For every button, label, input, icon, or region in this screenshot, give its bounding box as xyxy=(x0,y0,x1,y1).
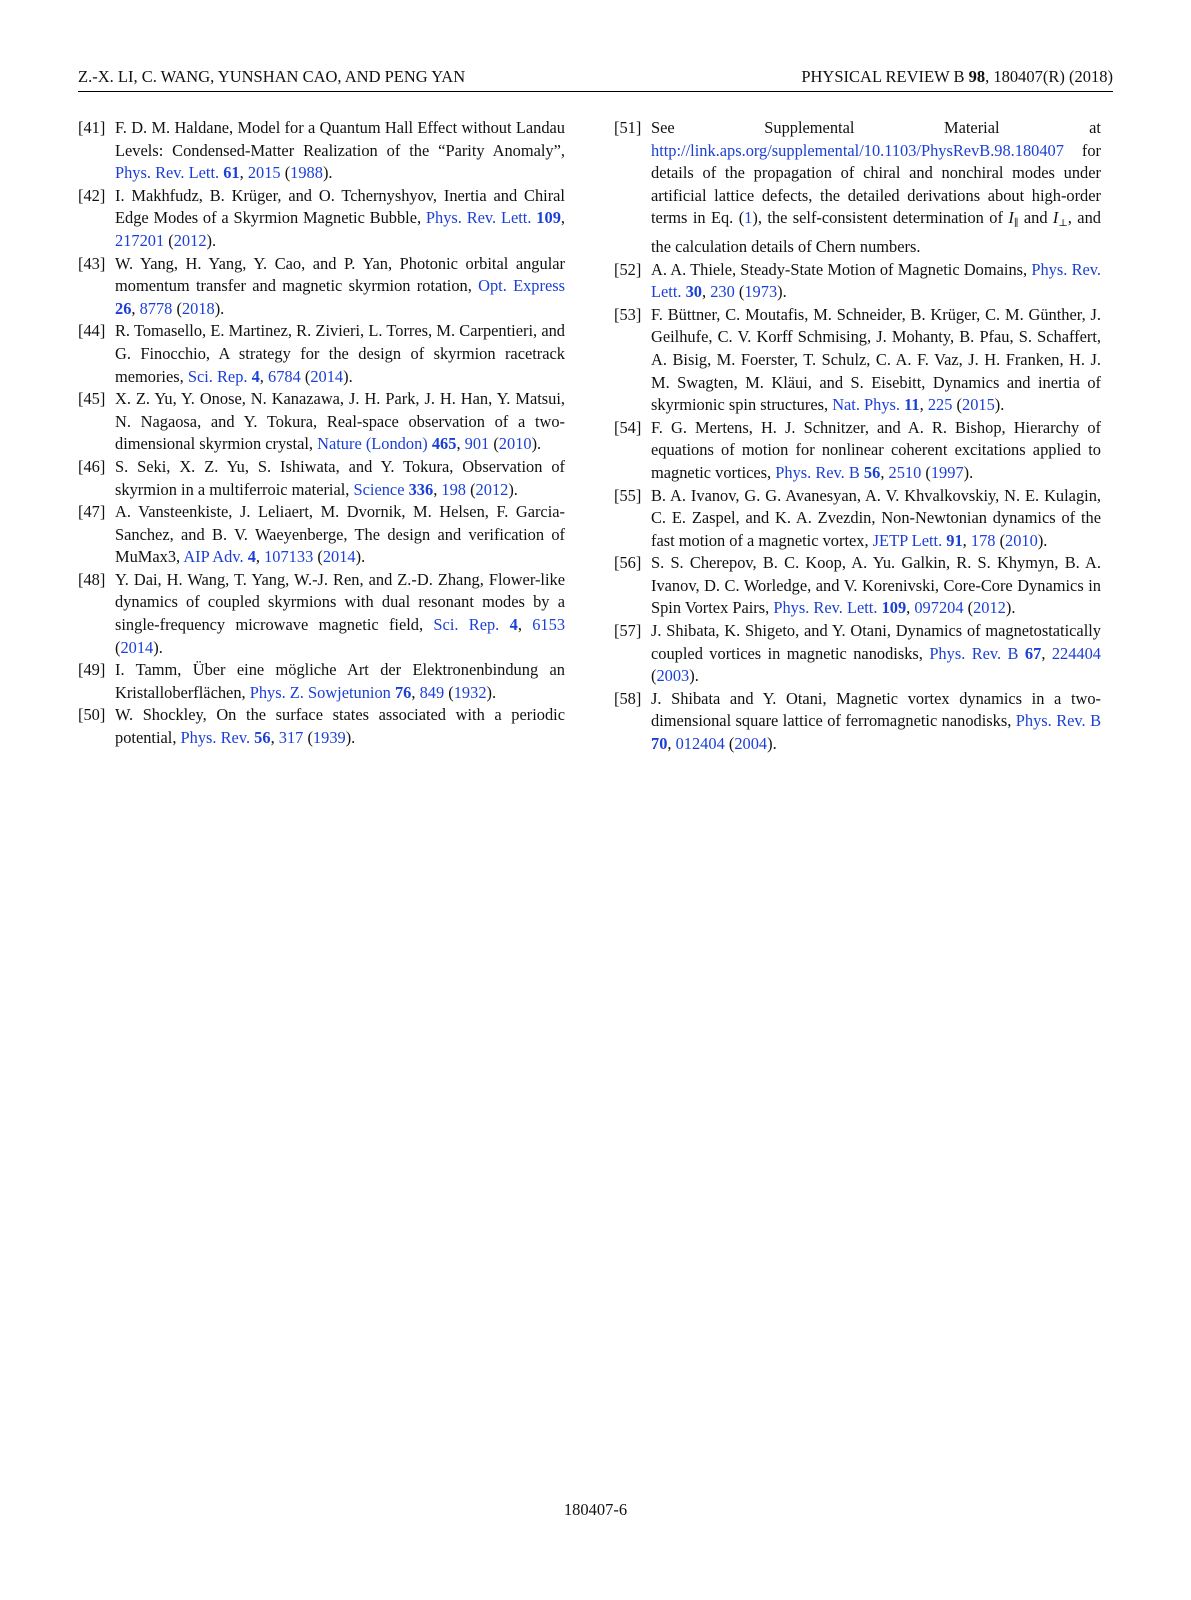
reference-48: [48] Y. Dai, H. Wang, T. Yang, W.-J. Ren, and Z.-D. Zhang, Flower-like dynamics of coupled skyrmions with dual resonant modes by a single-frequency microwave magnetic field, Sci. Rep. 4, 6153 (2014). xyxy=(78,569,566,657)
year-link[interactable]: 2010 xyxy=(498,434,532,454)
volume-link[interactable]: 91 xyxy=(946,530,963,550)
reference-44: [44] R. Tomasello, E. Martinez, R. Zivieri, L. Torres, M. Carpentieri, and G. Finocchio, A strategy for the design of skyrmion racetrack memories, Sci. Rep. 4, 6784 (2014). xyxy=(78,321,565,386)
reference-45: [45] X. Z. Yu, Y. Onose, N. Kanazawa, J. H. Park, J. H. Han, Y. Matsui, N. Nagaosa, and Y. Tokura, Real-space observation of a two-dimensional skyrmion crystal, Nature (London) 465, 901 (2010). xyxy=(78,389,565,454)
journal-link[interactable]: Opt. Express xyxy=(478,276,565,296)
page-link[interactable]: 2015 xyxy=(247,163,281,183)
reference-50: [50] W. Shockley, On the surface states associated with a periodic potential, Phys. Rev. 56, 317 (1939). xyxy=(78,705,565,748)
year-link[interactable]: 2012 xyxy=(475,479,509,499)
volume-link[interactable]: 76 xyxy=(394,682,412,702)
subscript-perp: ⊥ xyxy=(1058,218,1068,230)
journal-link[interactable]: Phys. Rev. B xyxy=(1015,711,1101,731)
volume-link[interactable]: 465 xyxy=(431,434,457,454)
page-link[interactable]: 225 xyxy=(927,395,953,415)
page-link[interactable]: 901 xyxy=(464,434,490,454)
volume-link[interactable]: 30 xyxy=(685,282,702,302)
volume-link[interactable]: 70 xyxy=(651,734,668,754)
page-link[interactable]: 2510 xyxy=(888,462,922,482)
supplemental-url-link[interactable]: http://link.aps.org/supplemental/10.1103/PhysRevB.98.180407 xyxy=(651,140,1064,160)
year-link[interactable]: 2012 xyxy=(973,598,1006,618)
volume-link[interactable]: 4 xyxy=(509,615,518,635)
year-link[interactable]: 1932 xyxy=(453,682,487,702)
page-link[interactable]: 317 xyxy=(278,728,304,748)
reference-57: [57] J. Shibata, K. Shigeto, and Y. Otani, Dynamics of magnetostatically coupled vortices in magnetic nanodisks, Phys. Rev. B 67, 224404 (2003). xyxy=(614,621,1101,686)
journal-link[interactable]: Phys. Rev. B xyxy=(929,643,1019,663)
volume-link[interactable]: 109 xyxy=(881,598,907,618)
year-link[interactable]: 1939 xyxy=(312,728,346,748)
reference-55: [55] B. A. Ivanov, G. G. Avanesyan, A. V. Khvalkovskiy, N. E. Kulagin, C. E. Zaspel, and K. A. Zvezdin, Non-Newtonian dynamics of the fast motion of a magnetic vortex, JETP Lett. 91, 178 (2010). xyxy=(614,485,1101,550)
journal-link[interactable]: Nat. Phys. xyxy=(832,395,901,415)
symbol-i-perp: I xyxy=(1052,208,1059,228)
journal-link[interactable]: Phys. Rev. Lett. xyxy=(115,163,220,183)
reference-43: [43] W. Yang, H. Yang, Y. Cao, and P. Yan, Photonic orbital angular momentum transfer and magnetic skyrmion rotation, Opt. Express 26, 8778 (2018). xyxy=(78,253,565,318)
page-link[interactable]: 849 xyxy=(419,682,445,702)
journal-link[interactable]: Science xyxy=(353,479,405,499)
journal-link[interactable]: Phys. Rev. Lett. xyxy=(773,598,878,618)
reference-58: [58] J. Shibata and Y. Otani, Magnetic vortex dynamics in a two-dimensional square lattice of ferromagnetic nanodisks, Phys. Rev. B 70, 012404 (2004). xyxy=(614,688,1101,754)
journal-link[interactable]: Phys. Rev. B xyxy=(775,462,860,482)
year-link[interactable]: 2014 xyxy=(310,366,344,386)
journal-link[interactable]: Sci. Rep. xyxy=(187,366,248,386)
volume-link[interactable]: 56 xyxy=(254,728,271,748)
year-link[interactable]: 2014 xyxy=(322,547,356,567)
journal-link[interactable]: Phys. Rev. xyxy=(180,728,251,748)
year-link[interactable]: 2018 xyxy=(181,298,215,318)
reference-49: [49] I. Tamm, Über eine mögliche Art der Elektronenbindung an Kristalloberflächen, Phys. Z. Sowjetunion 76, 849 (1932). xyxy=(78,660,565,702)
year-link[interactable]: 2004 xyxy=(734,734,768,754)
year-link[interactable]: 1988 xyxy=(290,163,323,183)
reference-56: [56] S. S. Cherepov, B. C. Koop, A. Yu. Galkin, R. S. Khymyn, B. A. Ivanov, D. C. Worledge, and V. Korenivski, Core-Core Dynamics in Spin Vortex Pairs, Phys. Rev. Lett. 109, 097204 (2012). xyxy=(614,553,1101,618)
page-link[interactable]: 8778 xyxy=(139,298,173,318)
reference-46: [46] S. Seki, X. Z. Yu, S. Ishiwata, and Y. Tokura, Observation of skyrmion in a multiferroic material, Science 336, 198 (2012). xyxy=(78,456,565,499)
volume-link[interactable]: 67 xyxy=(1024,643,1042,663)
page-number: 180407-6 xyxy=(563,1500,628,1519)
journal-link[interactable]: JETP Lett. xyxy=(872,530,943,550)
page-link[interactable]: 097204 xyxy=(914,598,964,618)
references-right-column xyxy=(614,117,1101,756)
year-link[interactable]: 1997 xyxy=(930,462,964,482)
references-left-column xyxy=(78,117,565,750)
year-link[interactable]: 2010 xyxy=(1005,530,1038,550)
volume-link[interactable]: 26 xyxy=(115,298,132,318)
year-link[interactable]: 2014 xyxy=(120,637,154,657)
year-link[interactable]: 1973 xyxy=(744,282,778,302)
volume-link[interactable]: 336 xyxy=(408,479,434,499)
page-link[interactable]: 230 xyxy=(710,282,735,302)
page-link[interactable]: 198 xyxy=(441,479,466,499)
page-link[interactable]: 6153 xyxy=(532,615,566,635)
page-link[interactable]: 224404 xyxy=(1051,643,1101,663)
journal-link[interactable]: AIP Adv. xyxy=(183,547,244,567)
reference-47: [47] A. Vansteenkiste, J. Leliaert, M. Dvornik, M. Helsen, F. Garcia-Sanchez, and B. V. Waeyenberge, The design and verification of MuMax3, AIP Adv. 4, 107133 (2014). xyxy=(78,502,565,567)
header-volume: 98 xyxy=(968,67,986,86)
reference-52: [52] A. A. Thiele, Steady-State Motion of Magnetic Domains, Phys. Rev. Lett. 30, 230 (1973). xyxy=(614,259,1101,302)
reference-42: [42] I. Makhfudz, B. Krüger, and O. Tchernyshyov, Inertia and Chiral Edge Modes of a Skyrmion Magnetic Bubble, Phys. Rev. Lett. 109, 217201 (2012). xyxy=(78,185,565,250)
equation-link[interactable]: 1 xyxy=(744,208,753,228)
volume-link[interactable]: 109 xyxy=(536,208,561,228)
running-header xyxy=(78,66,1113,92)
reference-41: [41] F. D. M. Haldane, Model for a Quantum Hall Effect without Landau Levels: Condensed-Matter Realization of the “Parity Anomaly”, Phys. Rev. Lett. 61, 2015 (1988). xyxy=(78,118,565,183)
symbol-i-parallel: I xyxy=(1008,208,1014,228)
subscript-parallel: ∥ xyxy=(1013,218,1019,230)
journal-link[interactable]: Phys. Rev. Lett. xyxy=(425,208,532,228)
reference-53: [53] F. Büttner, C. Moutafis, M. Schneider, B. Krüger, C. M. Günther, J. Geilhufe, C. V. Korff Schmising, J. Mohanty, B. Pfau, S. Schaffert, A. Bisig, M. Foerster, T. Schulz, C. A. F. Vaz, J. H. Franken, H. J. M. Swagten, M. Kläui, and S. Eisebitt, Dynamics and inertia of skyrmionic spin structures, Nat. Phys. 11, 225 (2015). xyxy=(614,304,1101,415)
header-journal: PHYSICAL REVIEW B 98, 180407(R) (2018) xyxy=(801,67,1113,86)
year-link[interactable]: 2012 xyxy=(173,230,207,250)
year-link[interactable]: 2015 xyxy=(962,395,995,415)
volume-link[interactable]: 61 xyxy=(223,163,240,183)
volume-link[interactable]: 56 xyxy=(863,462,881,482)
reference-54: [54] F. G. Mertens, H. J. Schnitzer, and A. R. Bishop, Hierarchy of equations of motion for nonlinear coherent excitations applied to magnetic vortices, Phys. Rev. B 56, 2510 (1997). xyxy=(614,417,1101,482)
page-link[interactable]: 217201 xyxy=(115,230,165,250)
journal-link[interactable]: Sci. Rep. xyxy=(433,615,500,635)
journal-link[interactable]: Phys. Rev. Lett. xyxy=(651,259,1101,302)
reference-51: [51] See Supplemental Material at http://link.aps.org/supplemental/10.1103/PhysRevB.98.180407 for details of the propagation of chiral and nonchiral modes under artificial lattice defects, the detailed derivations about high-order terms in Eq. (1), the self-consistent determination of $I_\parallel$ and $I_\perp$, and the calculation details of Chern numbers. xyxy=(614,118,1101,256)
page-link[interactable]: 107133 xyxy=(264,547,314,567)
page-link[interactable]: 6784 xyxy=(268,366,301,386)
journal-link[interactable]: Phys. Z. Sowjetunion xyxy=(249,682,391,702)
journal-link[interactable]: Nature (London) xyxy=(317,434,428,454)
header-authors: Z.-X. LI, C. WANG, YUNSHAN CAO, AND PENG YAN xyxy=(78,67,466,86)
volume-link[interactable]: 4 xyxy=(251,366,260,386)
volume-link[interactable]: 4 xyxy=(247,547,256,567)
page-link[interactable]: 178 xyxy=(970,530,996,550)
page-link[interactable]: 012404 xyxy=(675,734,725,754)
volume-link[interactable]: 11 xyxy=(904,395,920,415)
year-link[interactable]: 2003 xyxy=(656,666,690,686)
